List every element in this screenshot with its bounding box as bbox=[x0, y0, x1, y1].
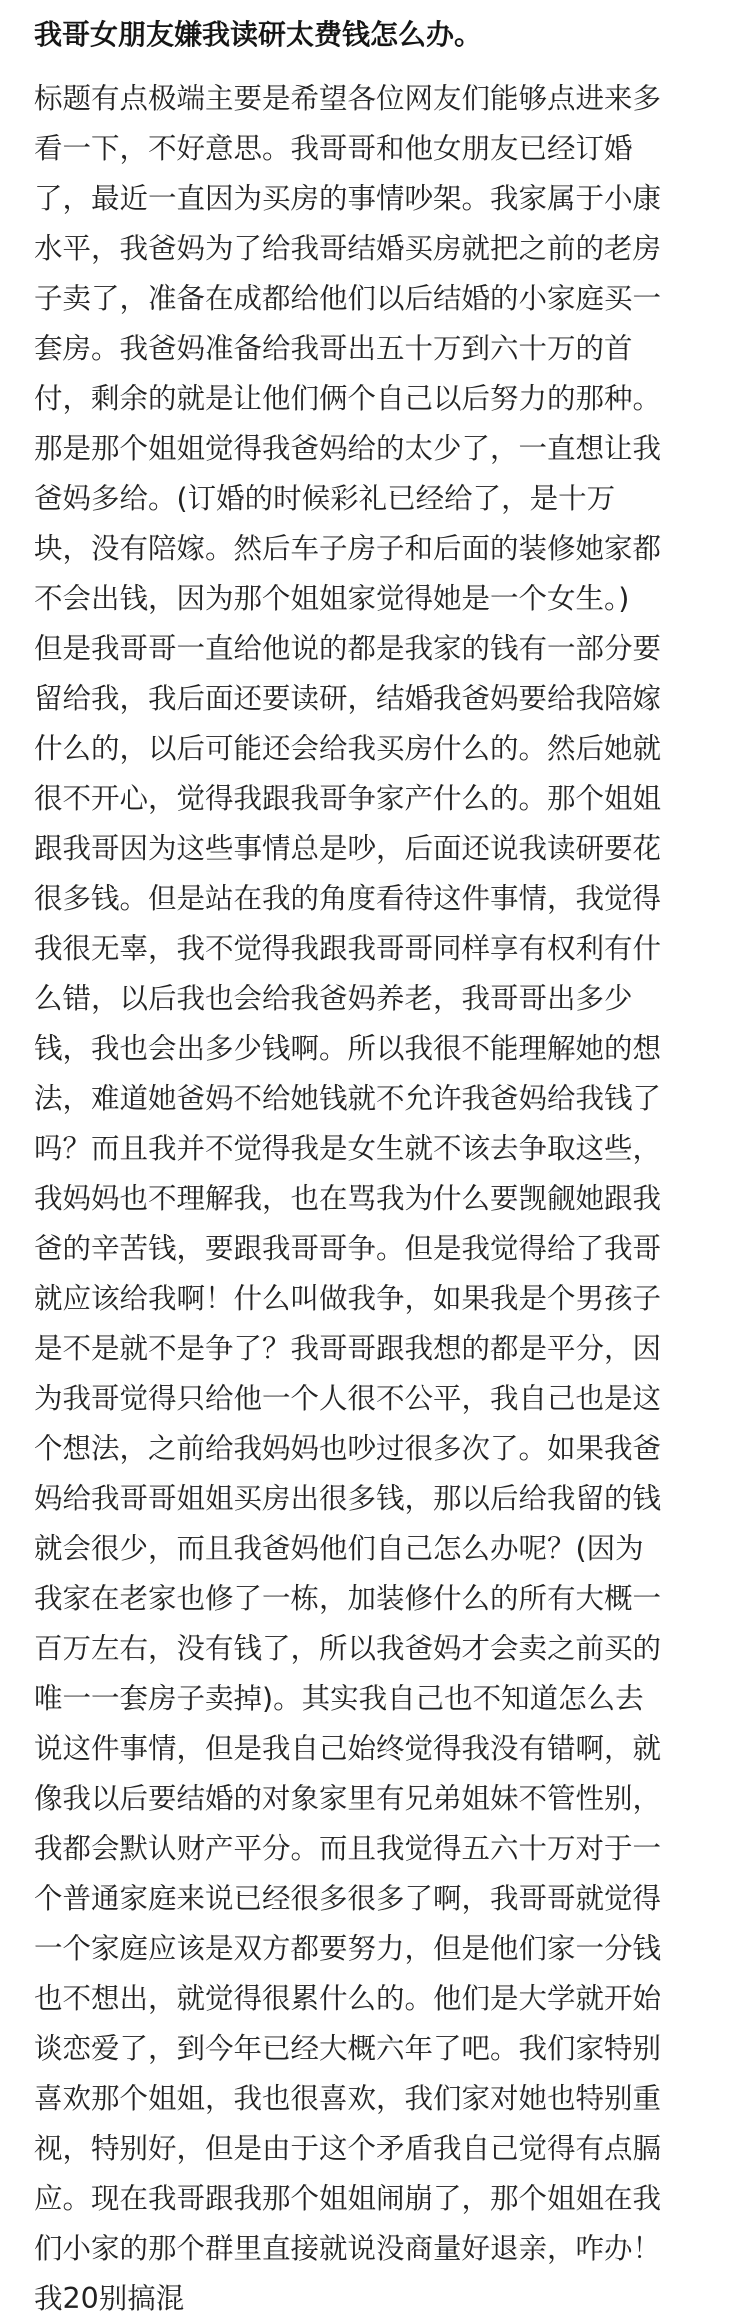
post-body-line: 就会很少，而且我爸妈他们自己怎么办呢？(因为 bbox=[34, 1532, 644, 1565]
post-body-line: 套房。我爸妈准备给我哥出五十万到六十万的首 bbox=[34, 332, 633, 365]
post-body-line: 我家在老家也修了一栋，加装修什么的所有大概一 bbox=[34, 1582, 662, 1615]
post-body-line: 应。现在我哥跟我那个姐姐闹崩了，那个姐姐在我 bbox=[34, 2182, 662, 2215]
post-body-line: 标题有点极端主要是希望各位网友们能够点进来多 bbox=[34, 82, 662, 115]
post-body-line: 是不是就不是争了？我哥哥跟我想的都是平分，因 bbox=[34, 1332, 662, 1365]
post-body-line: 谈恋爱了，到今年已经大概六年了吧。我们家特别 bbox=[34, 2032, 662, 2065]
post-body-line: 吗？而且我并不觉得我是女生就不该去争取这些， bbox=[34, 1132, 662, 1165]
post-body bbox=[34, 74, 718, 2324]
post-body-line: 唯一一套房子卖掉)。其实我自己也不知道怎么去 bbox=[34, 1682, 644, 1715]
post-body-line: 我很无辜，我不觉得我跟我哥哥同样享有权利有什 bbox=[34, 932, 662, 965]
post-body-line: 水平，我爸妈为了给我哥结婚买房就把之前的老房 bbox=[34, 232, 662, 265]
post-body-line: 说这件事情，但是我自己始终觉得我没有错啊，就 bbox=[34, 1732, 662, 1765]
post-body-line: 为我哥觉得只给他一个人很不公平，我自己也是这 bbox=[34, 1382, 662, 1415]
post-body-line: 们小家的那个群里直接就说没商量好退亲，咋办！ bbox=[34, 2232, 662, 2265]
post-body-line: 百万左右，没有钱了，所以我爸妈才会卖之前买的 bbox=[34, 1632, 662, 1665]
post-body-line: 就应该给我啊！什么叫做我争，如果我是个男孩子 bbox=[34, 1282, 662, 1315]
post-body-line: 爸的辛苦钱，要跟我哥哥争。但是我觉得给了我哥 bbox=[34, 1232, 662, 1265]
post-body-line: 我20别搞混 bbox=[34, 2282, 185, 2315]
post-title: 我哥女朋友嫌我读研太费钱怎么办。 bbox=[34, 18, 483, 51]
post-body-line: 我都会默认财产平分。而且我觉得五六十万对于一 bbox=[34, 1832, 662, 1865]
post-body-line: 也不想出，就觉得很累什么的。他们是大学就开始 bbox=[34, 1982, 662, 2015]
post-body-line: 视，特别好，但是由于这个矛盾我自己觉得有点膈 bbox=[34, 2132, 662, 2165]
post-body-line: 但是我哥哥一直给他说的都是我家的钱有一部分要 bbox=[34, 632, 662, 665]
post-body-line: 了，最近一直因为买房的事情吵架。我家属于小康 bbox=[34, 182, 662, 215]
post-body-line: 什么的，以后可能还会给我买房什么的。然后她就 bbox=[34, 732, 662, 765]
post-body-line: 块，没有陪嫁。然后车子房子和后面的装修她家都 bbox=[34, 532, 662, 565]
post-body-line: 很多钱。但是站在我的角度看待这件事情，我觉得 bbox=[34, 882, 662, 915]
post-body-line: 不会出钱，因为那个姐姐家觉得她是一个女生。) bbox=[34, 582, 630, 615]
post-body-line: 个想法，之前给我妈妈也吵过很多次了。如果我爸 bbox=[34, 1432, 662, 1465]
post-body-line: 付，剩余的就是让他们俩个自己以后努力的那种。 bbox=[34, 382, 662, 415]
post-body-line: 看一下，不好意思。我哥哥和他女朋友已经订婚 bbox=[34, 132, 633, 165]
post-body-line: 一个家庭应该是双方都要努力，但是他们家一分钱 bbox=[34, 1932, 662, 1965]
post-body-line: 爸妈多给。(订婚的时候彩礼已经给了，是十万 bbox=[34, 482, 616, 515]
post-body-line: 那是那个姐姐觉得我爸妈给的太少了，一直想让我 bbox=[34, 432, 662, 465]
post-body-line: 子卖了，准备在成都给他们以后结婚的小家庭买一 bbox=[34, 282, 662, 315]
post-body-line: 钱，我也会出多少钱啊。所以我很不能理解她的想 bbox=[34, 1032, 662, 1065]
post-body-line: 法，难道她爸妈不给她钱就不允许我爸妈给我钱了 bbox=[34, 1082, 662, 1115]
post-body-line: 跟我哥因为这些事情总是吵，后面还说我读研要花 bbox=[34, 832, 662, 865]
post-body-line: 么错，以后我也会给我爸妈养老，我哥哥出多少 bbox=[34, 982, 633, 1015]
post-body-line: 像我以后要结婚的对象家里有兄弟姐妹不管性别， bbox=[34, 1782, 662, 1815]
post-body-line: 我妈妈也不理解我，也在骂我为什么要觊觎她跟我 bbox=[34, 1182, 662, 1215]
post-body-line: 妈给我哥哥姐姐买房出很多钱，那以后给我留的钱 bbox=[34, 1482, 662, 1515]
post-body-line: 留给我，我后面还要读研，结婚我爸妈要给我陪嫁 bbox=[34, 682, 662, 715]
post-body-line: 个普通家庭来说已经很多很多了啊，我哥哥就觉得 bbox=[34, 1882, 662, 1915]
post-body-line: 很不开心，觉得我跟我哥争家产什么的。那个姐姐 bbox=[34, 782, 662, 815]
post-body-line: 喜欢那个姐姐，我也很喜欢，我们家对她也特别重 bbox=[34, 2082, 662, 2115]
